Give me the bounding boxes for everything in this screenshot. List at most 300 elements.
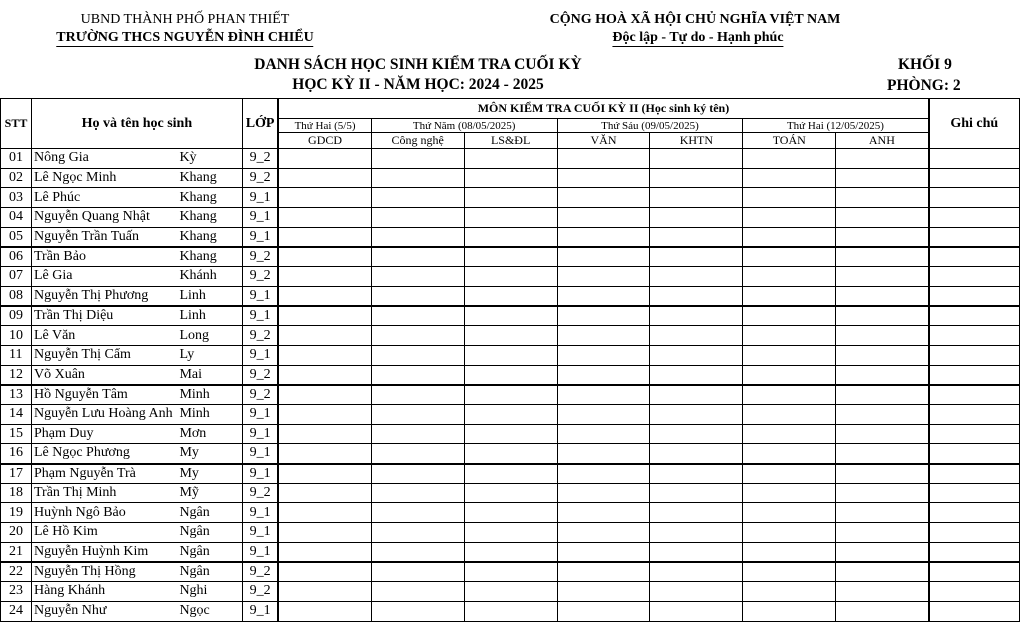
class-cell: 9_1 (242, 523, 278, 543)
note-cell[interactable] (929, 582, 1020, 602)
signature-cell[interactable] (836, 503, 929, 523)
signature-cell[interactable] (836, 404, 929, 424)
student-row (1, 404, 1020, 424)
signature-cell[interactable] (464, 365, 557, 385)
signature-cell[interactable] (371, 326, 464, 346)
class-cell: 9_1 (242, 424, 278, 444)
signature-cell[interactable] (836, 365, 929, 385)
signature-cell[interactable] (464, 464, 557, 484)
class-cell: 9_2 (242, 267, 278, 287)
signature-cell[interactable] (371, 267, 464, 287)
signature-cell[interactable] (278, 444, 371, 464)
given-name-cell: Ngọc (179, 601, 242, 621)
signature-cell[interactable] (464, 483, 557, 503)
given-name-cell: Linh (179, 306, 242, 326)
signature-cell[interactable] (371, 208, 464, 228)
class-cell: 9_2 (242, 365, 278, 385)
surname-cell: Trần Bảo (31, 247, 179, 267)
note-cell[interactable] (929, 404, 1020, 424)
surname-cell: Lê Phúc (31, 188, 179, 208)
signature-cell[interactable] (557, 542, 650, 562)
given-name-cell: Ngân (179, 562, 242, 582)
signature-cell[interactable] (743, 227, 836, 247)
signature-cell[interactable] (650, 286, 743, 306)
signature-cell[interactable] (371, 188, 464, 208)
signature-cell[interactable] (464, 149, 557, 169)
surname-cell: Trần Thị Minh (31, 483, 179, 503)
signature-cell[interactable] (557, 365, 650, 385)
signature-cell[interactable] (650, 424, 743, 444)
signature-cell[interactable] (464, 562, 557, 582)
student-row (1, 562, 1020, 582)
signature-cell[interactable] (278, 345, 371, 365)
signature-cell[interactable] (278, 582, 371, 602)
signature-cell[interactable] (743, 582, 836, 602)
signature-cell[interactable] (278, 424, 371, 444)
signature-cell[interactable] (278, 483, 371, 503)
signature-cell[interactable] (557, 149, 650, 169)
class-cell: 9_1 (242, 188, 278, 208)
note-cell[interactable] (929, 503, 1020, 523)
student-row (1, 227, 1020, 247)
signature-cell[interactable] (278, 601, 371, 621)
signature-cell[interactable] (464, 286, 557, 306)
signature-cell[interactable] (371, 149, 464, 169)
signature-cell[interactable] (650, 188, 743, 208)
subject-header: TOÁN (743, 133, 836, 149)
signature-cell[interactable] (278, 306, 371, 326)
signature-cell[interactable] (278, 464, 371, 484)
signature-cell[interactable] (371, 306, 464, 326)
signature-cell[interactable] (464, 227, 557, 247)
signature-cell[interactable] (371, 601, 464, 621)
signature-cell[interactable] (743, 424, 836, 444)
surname-cell: Lê Ngọc Minh (31, 168, 179, 188)
signature-cell[interactable] (743, 444, 836, 464)
surname-cell: Lê Ngọc Phương (31, 444, 179, 464)
signature-cell[interactable] (278, 149, 371, 169)
class-cell: 9_2 (242, 326, 278, 346)
signature-cell[interactable] (557, 247, 650, 267)
signature-cell[interactable] (371, 286, 464, 306)
stt-cell: 13 (1, 385, 32, 405)
surname-cell: Võ Xuân (31, 365, 179, 385)
signature-cell[interactable] (743, 149, 836, 169)
signature-cell[interactable] (650, 247, 743, 267)
given-name-cell: Khang (179, 247, 242, 267)
class-cell: 9_2 (242, 562, 278, 582)
student-row (1, 385, 1020, 405)
student-row (1, 601, 1020, 621)
signature-cell[interactable] (743, 404, 836, 424)
signature-cell[interactable] (743, 562, 836, 582)
signature-cell[interactable] (278, 227, 371, 247)
signature-cell[interactable] (836, 208, 929, 228)
stt-cell: 03 (1, 188, 32, 208)
col-class-header: LỚP (242, 99, 278, 149)
signature-cell[interactable] (743, 326, 836, 346)
subject-header: VĂN (557, 133, 650, 149)
stt-cell: 15 (1, 424, 32, 444)
signature-cell[interactable] (464, 582, 557, 602)
note-cell[interactable] (929, 267, 1020, 287)
given-name-cell: Khang (179, 188, 242, 208)
surname-cell: Nguyễn Thị Phương (31, 286, 179, 306)
stt-cell: 05 (1, 227, 32, 247)
note-cell[interactable] (929, 483, 1020, 503)
class-cell: 9_2 (242, 247, 278, 267)
signature-cell[interactable] (557, 562, 650, 582)
signature-cell[interactable] (836, 149, 929, 169)
given-name-cell: Mơn (179, 424, 242, 444)
note-cell[interactable] (929, 365, 1020, 385)
signature-cell[interactable] (836, 483, 929, 503)
signature-cell[interactable] (464, 601, 557, 621)
signature-cell[interactable] (650, 208, 743, 228)
signature-cell[interactable] (557, 404, 650, 424)
class-cell: 9_1 (242, 286, 278, 306)
signature-cell[interactable] (743, 168, 836, 188)
note-cell[interactable] (929, 306, 1020, 326)
signature-cell[interactable] (464, 306, 557, 326)
signature-cell[interactable] (650, 385, 743, 405)
signature-cell[interactable] (743, 267, 836, 287)
signature-cell[interactable] (743, 365, 836, 385)
student-row (1, 424, 1020, 444)
signature-cell[interactable] (464, 188, 557, 208)
student-row (1, 345, 1020, 365)
signature-cell[interactable] (743, 542, 836, 562)
signature-cell[interactable] (278, 542, 371, 562)
signature-cell[interactable] (650, 542, 743, 562)
note-cell[interactable] (929, 345, 1020, 365)
signature-cell[interactable] (371, 503, 464, 523)
signature-cell[interactable] (650, 326, 743, 346)
stt-cell: 10 (1, 326, 32, 346)
signature-cell[interactable] (650, 227, 743, 247)
school-name (56, 30, 313, 46)
class-cell: 9_1 (242, 227, 278, 247)
given-name-cell: Minh (179, 385, 242, 405)
signature-cell[interactable] (743, 188, 836, 208)
given-name-cell: Ngân (179, 523, 242, 543)
signature-cell[interactable] (557, 444, 650, 464)
signature-cell[interactable] (371, 424, 464, 444)
note-cell[interactable] (929, 562, 1020, 582)
note-cell[interactable] (929, 286, 1020, 306)
signature-cell[interactable] (650, 523, 743, 543)
student-row (1, 483, 1020, 503)
col-stt-header: STT (1, 99, 32, 149)
signature-cell[interactable] (836, 227, 929, 247)
note-cell[interactable] (929, 424, 1020, 444)
signature-cell[interactable] (371, 227, 464, 247)
signature-cell[interactable] (836, 542, 929, 562)
signature-cell[interactable] (650, 267, 743, 287)
given-name-cell: Ngân (179, 542, 242, 562)
signature-cell[interactable] (278, 188, 371, 208)
signature-cell[interactable] (557, 227, 650, 247)
signature-cell[interactable] (371, 523, 464, 543)
signature-cell[interactable] (278, 208, 371, 228)
stt-cell: 06 (1, 247, 32, 267)
class-cell: 9_1 (242, 444, 278, 464)
subject-header: GDCD (278, 133, 371, 149)
surname-cell: Nguyễn Như (31, 601, 179, 621)
signature-cell[interactable] (371, 345, 464, 365)
signature-cell[interactable] (650, 345, 743, 365)
signature-cell[interactable] (650, 149, 743, 169)
stt-cell: 08 (1, 286, 32, 306)
signature-cell[interactable] (836, 424, 929, 444)
signature-cell[interactable] (371, 464, 464, 484)
signature-cell[interactable] (371, 404, 464, 424)
signature-cell[interactable] (464, 444, 557, 464)
stt-cell: 24 (1, 601, 32, 621)
given-name-cell: Ngân (179, 503, 242, 523)
signature-cell[interactable] (557, 385, 650, 405)
signature-cell[interactable] (371, 483, 464, 503)
signature-cell[interactable] (371, 365, 464, 385)
note-cell[interactable] (929, 523, 1020, 543)
signature-cell[interactable] (371, 582, 464, 602)
signature-cell[interactable] (557, 464, 650, 484)
signature-cell[interactable] (464, 404, 557, 424)
signature-cell[interactable] (743, 306, 836, 326)
signature-cell[interactable] (557, 326, 650, 346)
stt-cell: 20 (1, 523, 32, 543)
signature-cell[interactable] (650, 306, 743, 326)
signature-cell[interactable] (650, 168, 743, 188)
note-cell[interactable] (929, 464, 1020, 484)
col-name-header: Họ và tên học sinh (31, 99, 242, 149)
signature-cell[interactable] (371, 385, 464, 405)
motto (612, 30, 783, 46)
signature-cell[interactable] (278, 267, 371, 287)
signature-cell[interactable] (836, 326, 929, 346)
class-cell: 9_2 (242, 149, 278, 169)
signature-cell[interactable] (278, 562, 371, 582)
signature-cell[interactable] (557, 503, 650, 523)
stt-cell: 02 (1, 168, 32, 188)
note-cell[interactable] (929, 385, 1020, 405)
surname-cell: Nguyễn Trần Tuấn (31, 227, 179, 247)
surname-cell: Nguyễn Lưu Hoàng Anh (31, 404, 179, 424)
student-row (1, 188, 1020, 208)
stt-cell: 16 (1, 444, 32, 464)
signature-cell[interactable] (836, 267, 929, 287)
col-note-header: Ghi chú (929, 99, 1020, 149)
surname-cell: Nguyễn Thị Hồng (31, 562, 179, 582)
student-row (1, 208, 1020, 228)
class-cell: 9_1 (242, 542, 278, 562)
given-name-cell: Khang (179, 227, 242, 247)
surname-cell: Huỳnh Ngô Bảo (31, 503, 179, 523)
signature-cell[interactable] (278, 286, 371, 306)
class-cell: 9_2 (242, 168, 278, 188)
signature-cell[interactable] (557, 306, 650, 326)
day-header: Thứ Sáu (09/05/2025) (557, 119, 743, 133)
surname-cell: Hồ Nguyễn Tâm (31, 385, 179, 405)
signature-cell[interactable] (464, 542, 557, 562)
signature-cell[interactable] (371, 247, 464, 267)
given-name-cell: Minh (179, 404, 242, 424)
given-name-cell: Long (179, 326, 242, 346)
signature-cell[interactable] (836, 385, 929, 405)
signature-cell[interactable] (278, 365, 371, 385)
signature-cell[interactable] (836, 444, 929, 464)
signature-cell[interactable] (557, 424, 650, 444)
signature-cell[interactable] (278, 326, 371, 346)
given-name-cell: Kỳ (179, 149, 242, 169)
signature-cell[interactable] (557, 286, 650, 306)
student-row (1, 306, 1020, 326)
district-name: UBND THÀNH PHỐ PHAN THIẾT (80, 12, 290, 27)
note-cell[interactable] (929, 227, 1020, 247)
signature-cell[interactable] (836, 562, 929, 582)
class-cell: 9_1 (242, 345, 278, 365)
signature-cell[interactable] (743, 345, 836, 365)
signature-cell[interactable] (278, 385, 371, 405)
surname-cell: Nguyễn Quang Nhật (31, 208, 179, 228)
signature-cell[interactable] (464, 326, 557, 346)
given-name-cell: Nghi (179, 582, 242, 602)
stt-cell: 04 (1, 208, 32, 228)
class-cell: 9_1 (242, 306, 278, 326)
signature-cell[interactable] (557, 188, 650, 208)
surname-cell: Phạm Nguyễn Trà (31, 464, 179, 484)
student-row (1, 542, 1020, 562)
signature-cell[interactable] (650, 483, 743, 503)
signature-cell[interactable] (464, 345, 557, 365)
signature-cell[interactable] (278, 168, 371, 188)
doc-title: DANH SÁCH HỌC SINH KIỂM TRA CUỐI KỲ (254, 56, 582, 73)
note-cell[interactable] (929, 168, 1020, 188)
signature-cell[interactable] (836, 247, 929, 267)
signature-cell[interactable] (836, 464, 929, 484)
signature-cell[interactable] (836, 582, 929, 602)
stt-cell: 23 (1, 582, 32, 602)
signature-cell[interactable] (836, 601, 929, 621)
signature-cell[interactable] (743, 286, 836, 306)
signature-cell[interactable] (650, 444, 743, 464)
signature-cell[interactable] (278, 503, 371, 523)
signature-cell[interactable] (743, 483, 836, 503)
signature-cell[interactable] (650, 562, 743, 582)
signature-cell[interactable] (557, 168, 650, 188)
given-name-cell: Mỹ (179, 483, 242, 503)
signature-cell[interactable] (371, 542, 464, 562)
day-header: Thứ Hai (5/5) (278, 119, 371, 133)
surname-cell: Nguyễn Huỳnh Kim (31, 542, 179, 562)
signature-cell[interactable] (557, 483, 650, 503)
surname-cell: Phạm Duy (31, 424, 179, 444)
signature-cell[interactable] (836, 345, 929, 365)
signature-cell[interactable] (464, 523, 557, 543)
signature-cell[interactable] (836, 286, 929, 306)
signature-cell[interactable] (557, 523, 650, 543)
subject-header: KHTN (650, 133, 743, 149)
grade-label: KHỐI 9 (898, 56, 952, 73)
signature-cell[interactable] (557, 601, 650, 621)
note-cell[interactable] (929, 326, 1020, 346)
signature-cell[interactable] (371, 444, 464, 464)
signature-cell[interactable] (464, 168, 557, 188)
school-name-text: TRƯỜNG THCS NGUYỄN ĐÌNH CHIỂU (56, 30, 314, 45)
note-cell[interactable] (929, 542, 1020, 562)
note-cell[interactable] (929, 208, 1020, 228)
signature-cell[interactable] (650, 404, 743, 424)
signature-cell[interactable] (278, 404, 371, 424)
signature-cell[interactable] (743, 247, 836, 267)
stt-cell: 19 (1, 503, 32, 523)
signature-cell[interactable] (650, 582, 743, 602)
note-cell[interactable] (929, 149, 1020, 169)
stt-cell: 18 (1, 483, 32, 503)
signature-cell[interactable] (464, 385, 557, 405)
student-row (1, 267, 1020, 287)
signature-cell[interactable] (278, 523, 371, 543)
stt-cell: 01 (1, 149, 32, 169)
signature-cell[interactable] (464, 503, 557, 523)
signature-cell[interactable] (650, 503, 743, 523)
subject-header: LS&ĐL (464, 133, 557, 149)
signature-cell[interactable] (743, 208, 836, 228)
signature-cell[interactable] (371, 168, 464, 188)
class-cell: 9_1 (242, 404, 278, 424)
signature-cell[interactable] (557, 267, 650, 287)
student-row (1, 365, 1020, 385)
signature-cell[interactable] (278, 247, 371, 267)
day-header: Thứ Năm (08/05/2025) (371, 119, 557, 133)
signature-cell[interactable] (557, 208, 650, 228)
student-row (1, 582, 1020, 602)
surname-cell: Lê Gia (31, 267, 179, 287)
given-name-cell: Linh (179, 286, 242, 306)
signature-cell[interactable] (743, 464, 836, 484)
note-cell[interactable] (929, 247, 1020, 267)
signature-cell[interactable] (836, 306, 929, 326)
signature-cell[interactable] (464, 247, 557, 267)
signature-cell[interactable] (743, 503, 836, 523)
note-cell[interactable] (929, 444, 1020, 464)
class-cell: 9_1 (242, 208, 278, 228)
signature-cell[interactable] (464, 208, 557, 228)
stt-cell: 14 (1, 404, 32, 424)
given-name-cell: My (179, 464, 242, 484)
surname-cell: Nông Gia (31, 149, 179, 169)
note-cell[interactable] (929, 188, 1020, 208)
signature-cell[interactable] (557, 582, 650, 602)
signature-cell[interactable] (836, 188, 929, 208)
signature-cell[interactable] (650, 365, 743, 385)
room-label: PHÒNG: 2 (887, 77, 961, 94)
signature-cell[interactable] (650, 464, 743, 484)
signature-cell[interactable] (464, 424, 557, 444)
class-cell: 9_1 (242, 503, 278, 523)
signature-cell[interactable] (743, 523, 836, 543)
signature-cell[interactable] (650, 601, 743, 621)
surname-cell: Lê Hồ Kim (31, 523, 179, 543)
signature-cell[interactable] (557, 345, 650, 365)
signature-cell[interactable] (836, 168, 929, 188)
signature-cell[interactable] (836, 523, 929, 543)
signature-cell[interactable] (464, 267, 557, 287)
note-cell[interactable] (929, 601, 1020, 621)
signature-cell[interactable] (743, 385, 836, 405)
signature-cell[interactable] (743, 601, 836, 621)
signature-cell[interactable] (371, 562, 464, 582)
